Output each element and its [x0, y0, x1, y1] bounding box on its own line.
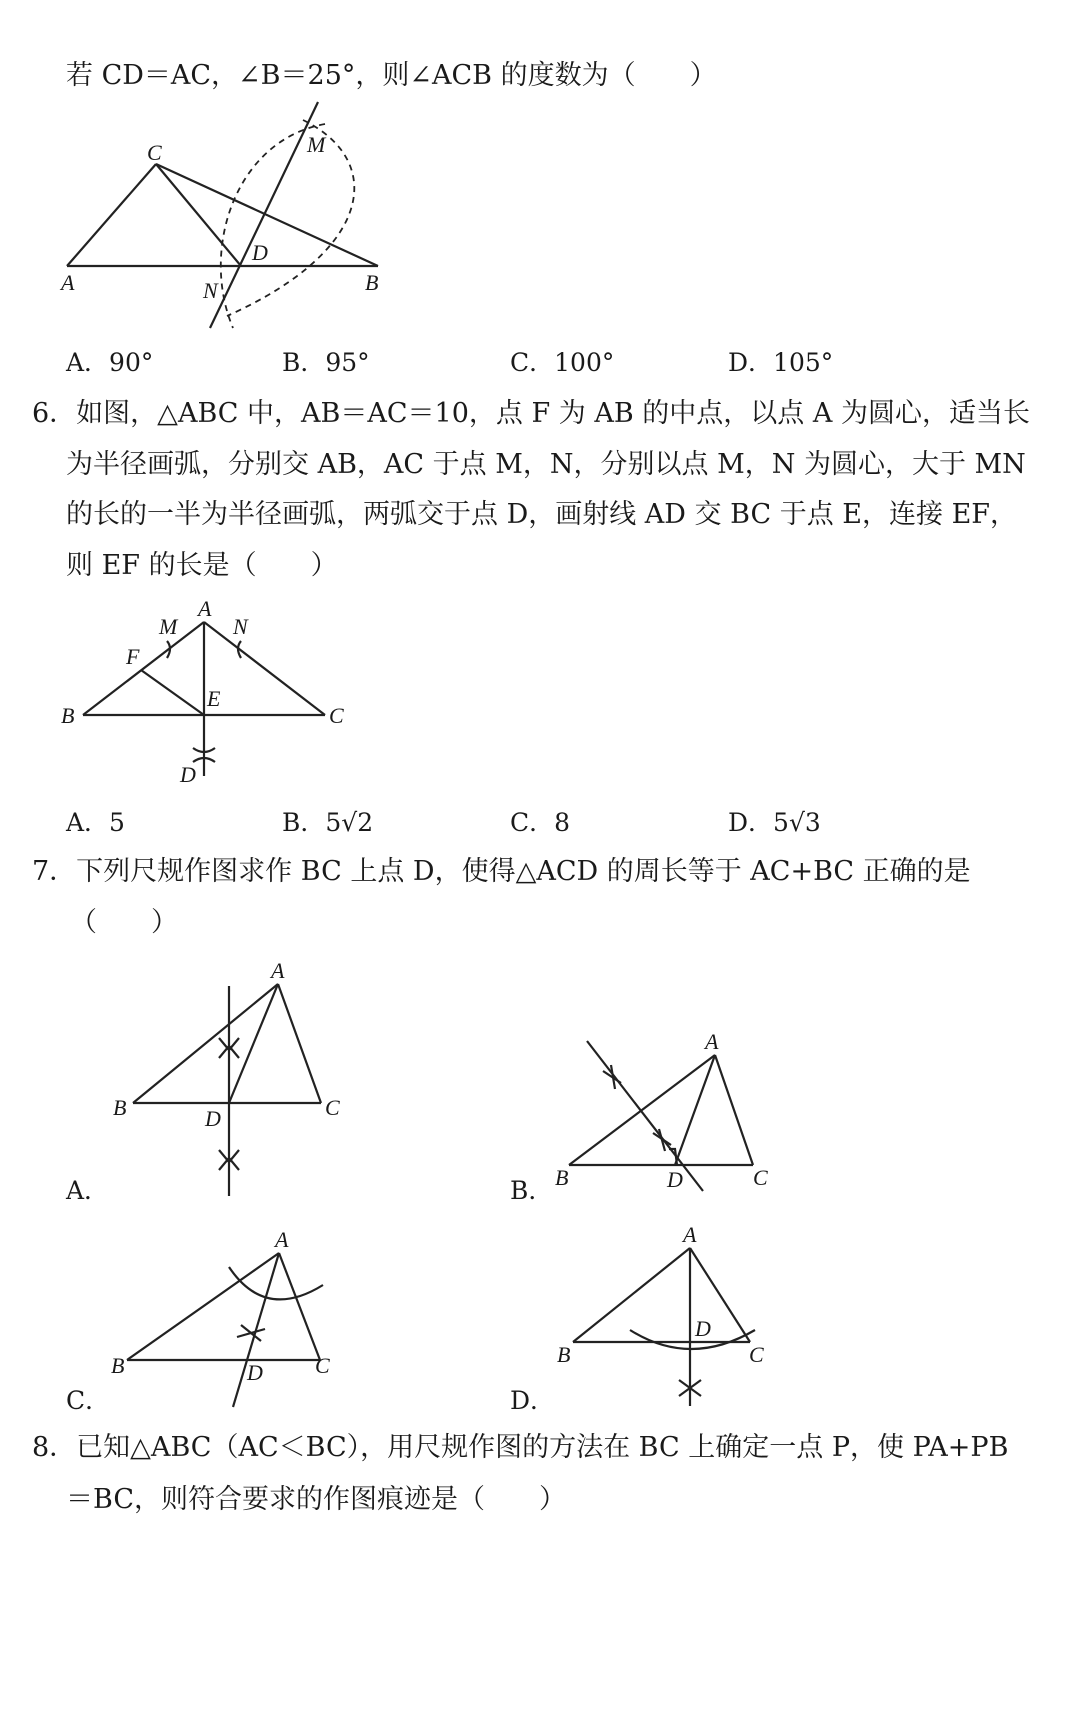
q7-figure-b	[545, 1025, 795, 1205]
q6-label-c: C	[329, 703, 344, 728]
q5-figure	[55, 100, 405, 360]
q5-option-d: D．105°	[728, 348, 834, 377]
q7c-label-a: A	[275, 1227, 289, 1252]
q6-line-3: 的长的一半为半径画弧，两弧交于点 D，画射线 AD 交 BC 于点 E，连接 EF，	[66, 499, 1018, 530]
q6-label-f: F	[126, 644, 140, 669]
q5-label-m: M	[307, 132, 326, 157]
q5-option-c: C．100°	[510, 348, 615, 377]
q6-option-a: A．5	[66, 808, 125, 837]
q6-line-4: 则 EF 的长是（ ）	[66, 550, 338, 581]
q8-line-1: 8．已知△ABC（AC＜BC），用尺规作图的方法在 BC 上确定一点 P，使 PA+PB	[32, 1432, 1009, 1463]
q7c-label-c: C	[315, 1353, 330, 1378]
q6-option-c: C．8	[510, 808, 571, 837]
q7a-label-c: C	[325, 1095, 340, 1120]
q6-label-b: B	[61, 703, 75, 728]
q7-option-b: B．	[510, 1176, 554, 1205]
q6-option-d: D．5√3	[728, 808, 821, 837]
q7c-label-b: B	[111, 1353, 125, 1378]
q6-label-e: E	[207, 686, 221, 711]
q5-label-d: D	[252, 240, 268, 265]
q7d-label-a: A	[683, 1222, 697, 1247]
q7d-label-b: B	[557, 1342, 571, 1367]
q7a-label-a: A	[271, 958, 285, 983]
q7-figure-d	[545, 1220, 795, 1410]
q7c-label-d: D	[247, 1360, 263, 1385]
q7a-label-d: D	[205, 1106, 221, 1131]
q7b-label-c: C	[753, 1165, 768, 1190]
q8-line-2: ＝BC，则符合要求的作图痕迹是（ ）	[66, 1484, 567, 1515]
q6-line-1: 6．如图，△ABC 中，AB＝AC＝10，点 F 为 AB 的中点，以点 A 为圆心，适当长	[32, 398, 1030, 429]
q5-label-a: A	[61, 270, 75, 295]
q5-label-b: B	[365, 270, 379, 295]
q7b-label-a: A	[705, 1029, 719, 1054]
q6-label-a: A	[198, 596, 212, 621]
q7a-label-b: B	[113, 1095, 127, 1120]
q5-option-a: A．90°	[66, 348, 154, 377]
q7-line-1: 7．下列尺规作图求作 BC 上点 D，使得△ACD 的周长等于 AC+BC 正确的是	[32, 856, 971, 887]
q7-figure-a	[105, 958, 355, 1208]
q7b-label-b: B	[555, 1165, 569, 1190]
q6-line-2: 为半径画弧，分别交 AB，AC 于点 M，N，分别以点 M，N 为圆心，大于 MN	[66, 449, 1026, 480]
q5-label-c: C	[147, 140, 162, 165]
q5-stem: 若 CD＝AC，∠B＝25°，则∠ACB 的度数为（ ）	[66, 60, 717, 91]
q7-option-c: C．	[66, 1386, 111, 1415]
q6-label-d: D	[180, 762, 196, 787]
q7-figure-c	[105, 1225, 355, 1415]
q7-option-a: A．	[66, 1176, 110, 1205]
q7-option-d: D．	[510, 1386, 556, 1415]
q5-option-b: B．95°	[282, 348, 370, 377]
q7b-label-d: D	[667, 1167, 683, 1192]
q6-option-b: B．5√2	[282, 808, 374, 837]
q6-figure	[55, 596, 365, 796]
q6-label-m: M	[159, 614, 178, 639]
q5-label-n: N	[203, 278, 218, 303]
q7d-label-d: D	[695, 1316, 711, 1341]
q7d-label-c: C	[749, 1342, 764, 1367]
q7-line-2: （ ）	[70, 907, 178, 938]
q6-label-n: N	[233, 614, 248, 639]
